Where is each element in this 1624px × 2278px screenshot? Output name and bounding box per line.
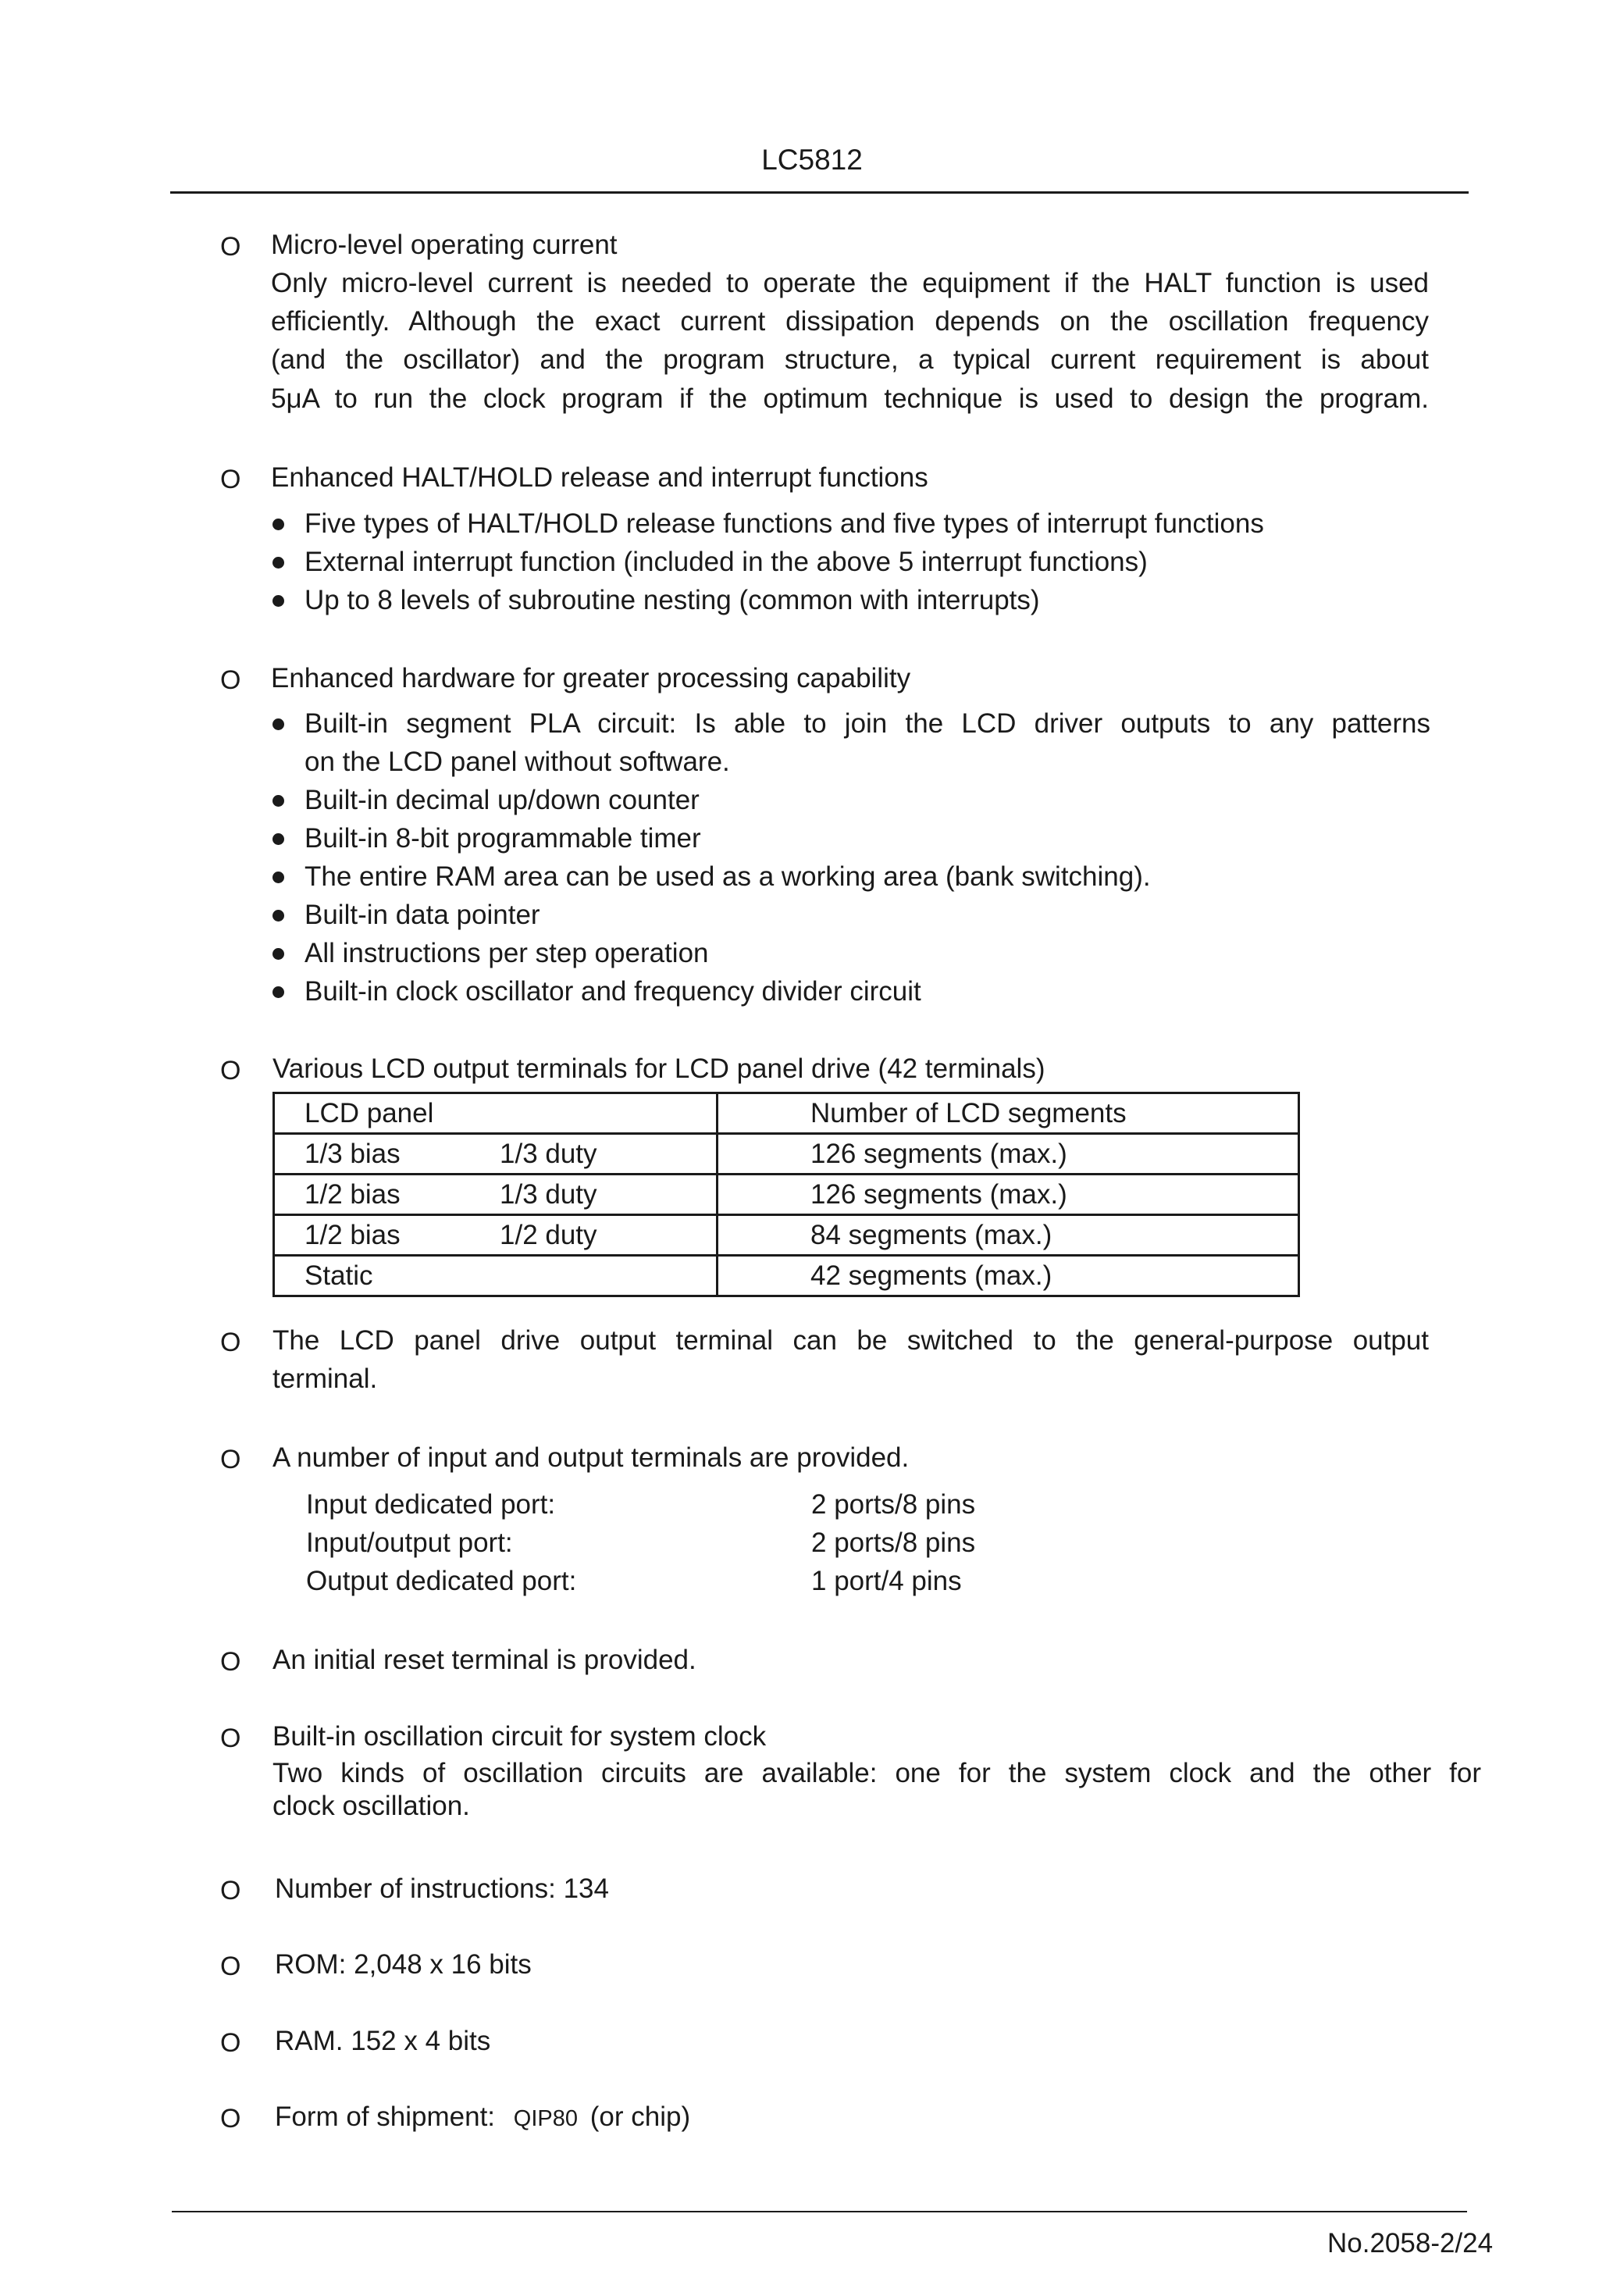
table-row — [274, 1215, 1299, 1256]
table-row — [274, 1175, 1299, 1215]
section-marker: O — [220, 1876, 241, 1905]
bullet-item: All instructions per step operation — [304, 938, 709, 968]
bullet-icon — [272, 519, 284, 530]
section-marker: O — [220, 1952, 241, 1981]
bullet-item-continuation: on the LCD panel without software. — [304, 747, 730, 777]
paragraph-line: efficiently. Although the exact current dissipation depends on the oscillation frequency — [271, 306, 1429, 337]
spec-item: RAM. 152 x 4 bits — [275, 2026, 491, 2056]
shipment-label: Form of shipment: — [275, 2102, 496, 2132]
spec-item: ROM: 2,048 x 16 bits — [275, 1949, 532, 1980]
table-cell — [274, 1175, 718, 1215]
bullet-icon — [272, 557, 284, 569]
section-marker: O — [220, 2104, 241, 2134]
package-suffix: (or chip) — [589, 2102, 691, 2132]
bullet-item: Built-in clock oscillator and frequency divider circuit — [304, 976, 921, 1007]
table-cell — [274, 1215, 718, 1256]
bullet-icon — [272, 948, 284, 960]
table-header-row — [274, 1093, 1299, 1134]
bullet-icon — [272, 872, 284, 883]
table-cell: 126 segments (max.) — [718, 1134, 1299, 1175]
section-marker: O — [220, 1056, 241, 1086]
bullet-item: Built-in decimal up/down counter — [304, 785, 700, 815]
bullet-item: Up to 8 levels of subroutine nesting (common with interrupts) — [304, 585, 1040, 615]
bullet-item: Built-in segment PLA circuit: Is able to join the LCD driver outputs to any patterns — [304, 708, 1430, 739]
paragraph-line: The LCD panel drive output terminal can be switched to the general-purpose output — [272, 1325, 1429, 1356]
bullet-icon — [272, 910, 284, 922]
table-row — [274, 1134, 1299, 1175]
package-name: QIP80 — [513, 2106, 578, 2131]
section-marker: O — [220, 2028, 241, 2058]
port-label: Input/output port: — [306, 1528, 513, 1558]
section-title: Micro-level operating current — [271, 230, 618, 260]
section-title: Enhanced hardware for greater processing capability — [271, 663, 911, 693]
bullet-item: Built-in data pointer — [304, 900, 540, 930]
port-value: 2 ports/8 pins — [811, 1528, 976, 1558]
bullet-item: Built-in 8-bit programmable timer — [304, 823, 701, 854]
table-cell: 84 segments (max.) — [718, 1215, 1299, 1256]
footer-rule — [172, 2211, 1467, 2212]
paragraph-line: clock oscillation. — [272, 1791, 470, 1821]
bullet-icon — [272, 833, 284, 845]
section-title: An initial reset terminal is provided. — [272, 1645, 696, 1675]
port-value: 2 ports/8 pins — [811, 1489, 976, 1520]
table-row — [274, 1256, 1299, 1296]
section-title: A number of input and output terminals are provided. — [272, 1442, 910, 1473]
bullet-item: Five types of HALT/HOLD release functions and five types of interrupt functions — [304, 508, 1264, 539]
bullet-icon — [272, 986, 284, 998]
table-header-cell: LCD panel — [274, 1093, 718, 1134]
section-marker: O — [220, 1724, 241, 1753]
header-rule — [170, 191, 1469, 194]
bullet-icon — [272, 795, 284, 807]
bias-value: 1/3 bias — [304, 1139, 401, 1169]
section-marker: O — [220, 1328, 241, 1357]
page-number: No.2058-2/24 — [1327, 2228, 1494, 2258]
paragraph-line: (and the oscillator) and the program structure, a typical current requirement is about — [271, 344, 1429, 375]
table-cell: 42 segments (max.) — [718, 1256, 1299, 1296]
table-header-cell: Number of LCD segments — [718, 1093, 1299, 1134]
paragraph-line: terminal. — [272, 1364, 378, 1394]
lcd-table — [272, 1092, 1300, 1297]
paragraph-line: Two kinds of oscillation circuits are available: one for the system clock and the other for — [272, 1758, 1481, 1788]
section-marker: O — [220, 232, 241, 262]
bullet-icon — [272, 718, 284, 730]
table-cell — [274, 1134, 718, 1175]
bullet-icon — [272, 595, 284, 607]
section-title: Various LCD output terminals for LCD panel drive (42 terminals) — [272, 1053, 1045, 1084]
spec-item: Number of instructions: 134 — [275, 1873, 609, 1904]
duty-value: 1/3 duty — [500, 1179, 597, 1210]
section-marker: O — [220, 1445, 241, 1474]
section-title: Built-in oscillation circuit for system clock — [272, 1721, 767, 1752]
bias-value: Static — [304, 1260, 373, 1291]
section-marker: O — [220, 665, 241, 695]
port-label: Input dedicated port: — [306, 1489, 556, 1520]
bullet-item: The entire RAM area can be used as a working area (bank switching). — [304, 861, 1151, 892]
paragraph-line: 5μA to run the clock program if the optimum technique is used to design the program. — [271, 383, 1429, 414]
page-title: LC5812 — [761, 144, 863, 176]
bias-value: 1/2 bias — [304, 1179, 401, 1210]
duty-value: 1/3 duty — [500, 1139, 597, 1169]
spec-item — [275, 2098, 690, 2138]
paragraph-line: Only micro-level current is needed to operate the equipment if the HALT function is used — [271, 268, 1429, 298]
table-cell — [274, 1256, 718, 1296]
section-marker: O — [220, 465, 241, 494]
port-label: Output dedicated port: — [306, 1566, 577, 1596]
table-cell: 126 segments (max.) — [718, 1175, 1299, 1215]
bullet-item: External interrupt function (included in the above 5 interrupt functions) — [304, 547, 1148, 577]
section-title: Enhanced HALT/HOLD release and interrupt functions — [271, 462, 928, 493]
duty-value: 1/2 duty — [500, 1220, 597, 1250]
port-value: 1 port/4 pins — [811, 1566, 962, 1596]
bias-value: 1/2 bias — [304, 1220, 401, 1250]
section-marker: O — [220, 1647, 241, 1677]
